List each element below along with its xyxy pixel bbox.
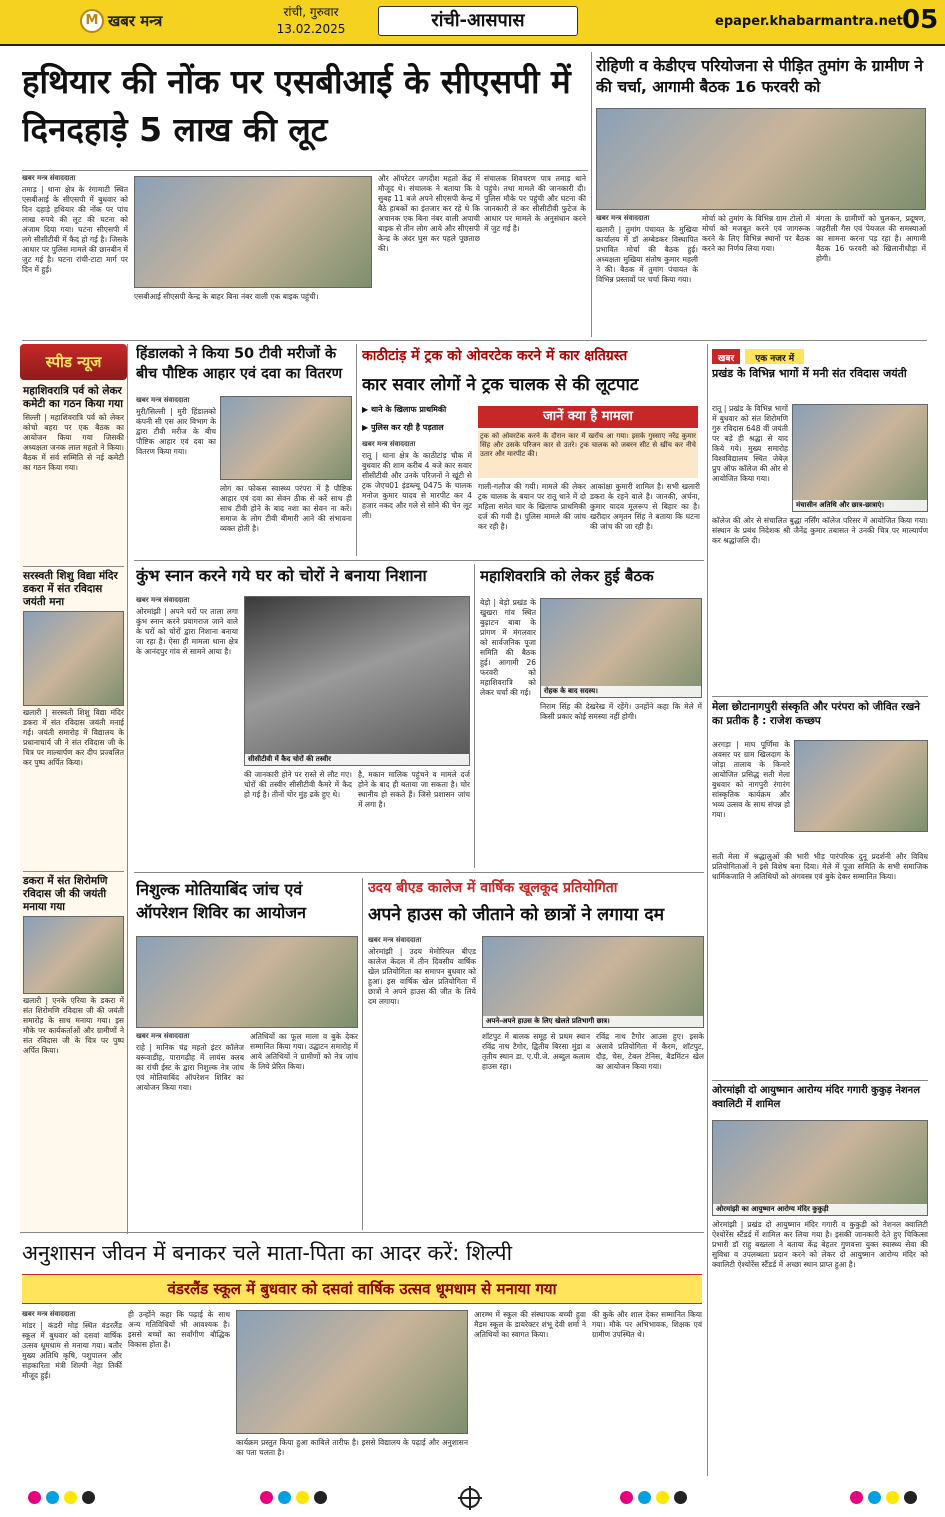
registration-dot — [46, 1491, 59, 1504]
main-story-headline-wrap — [22, 58, 587, 168]
truck-bullet-b-text: पुलिस कर रही है पड़ताल — [370, 423, 444, 432]
registration-dot — [314, 1491, 327, 1504]
kumbh-text-c: है, मकान मालिक पहुंचने व मामले दर्ज होने के बाद ही बताया जा सकता है। चोर स्थानीय हो सकते हैं। जिसे प्रशासन जांच में लगा है। — [358, 770, 470, 809]
registration-dot — [260, 1491, 273, 1504]
tumang-col3 — [816, 214, 926, 336]
bed-headline-a-wrap — [368, 878, 704, 900]
ek-nazar-t2b: सती मेला में श्रद्धालुओं की भारी भीड़ पारंपरिक दुनू प्रदर्शनी और विविध प्रतियोगिताओं ने इसे विशेष बना दिया। मेले में पूजा समिति के सभी समाजिक धार्मिकजाति ने अतिथियों को अंगवस्त्र एवं बुके देकर सम्मानित किया। — [712, 852, 928, 881]
ek-nazar-h1-wrap — [712, 366, 928, 402]
tumang-story-headline: रोहिणी व केडीएच परियोजना से पीड़ित तुमांग के ग्रामीण ने की चर्चा, आगामी बैठक 16 फरवरी को — [596, 57, 923, 96]
bed-dateline: खबर मन्त्र संवाददाता — [368, 936, 422, 944]
masthead — [0, 0, 945, 46]
truck-dateline: खबर मन्त्र संवाददाता — [362, 440, 416, 448]
discipline-col3 — [236, 1438, 468, 1478]
main-story-headline: हथियार की नोंक पर एसबीआई के सीएसपी में दिनदहाड़े 5 लाख की लूट — [22, 62, 571, 149]
truck-summary-box — [478, 430, 698, 478]
ek-nazar-t1b: कॉलेज की ओर से संचालित बुद्धा नर्सिंग कॉलेज परिसर में आयोजित किया गया। संस्थान के प्रबंध निदेशक श्री जैनेंद्र कुमार तबासत ने उनकी चित्र पर माल्यार्पण कर श्रद्धांजलि दी। — [712, 516, 928, 545]
hindalco-text-b: लोग का फोकस स्वास्थ्य परंपरा में है पौष्टिक आहार एवं दवा का सेवन ठीक से करें साथ ही साथ टीवी होने के बाद नशा का सेवन ना करें। समाज के लोग टीवी बीमारी आने की संभावना व्यक्त होती है। — [220, 484, 352, 533]
mahashivratri-photo-caption: रोहक के बाद सदस्य। — [541, 686, 701, 697]
discipline-text-d: आरम्भ में स्कूल की संस्थापक बच्ची हुवा मैडम स्कूल के डायरेक्टर शंभू देवी शर्मा ने अतिथियों का स्वागत किया। — [474, 1310, 586, 1339]
truck-summary: ट्रक को ओवरटेक करने के दौरान कार में खरोंच आ गया। इसके गुस्साए नरेंद्र कुमार सिंह और उसके परिजन कार से उतरे। ट्रक चालक को जबरन सीट से खींच कर नीचे उतार और मारपीट की। — [480, 432, 696, 458]
bed-photo — [482, 936, 704, 1028]
mahashivratri-headline: महाशिवरात्रि को लेकर हुई बैठक — [480, 567, 654, 585]
ek-nazar-t1: रातू | प्रखंड के विभिन्न भागों में बुधवार को संत शिरोमणि गुरु रविदास 648 वीं जयंती पर बड़े ही श्रद्धा से याद किये गये। मुख्य समारोह विश्वविद्यालय स्थित जेबेज़ प्रुप ऑफ कॉलेज की ओर से आयोजित किया गया। — [712, 404, 788, 483]
mahashivratri-photo — [540, 598, 702, 698]
mahashivratri-col1 — [480, 598, 536, 748]
main-photo-caption: एसबीआई सीएसपी केन्द्र के बाहर बिना नंबर वाली एक बाइक पहुंची। — [134, 292, 319, 301]
eye-camp-col1 — [136, 1032, 244, 1228]
truck-headline-b-wrap — [362, 372, 700, 402]
main-story-text-b: और ऑपरेटर जगदीश महतो केंद्र में मौजूद थे। संचालक ने बताया कि वे सुबह 11 बजे अपने सीएसपी केन्द्र में बैठे हाबकों का इंतजार कर रहे थे कि अचानक एक बिना नंबर वाली अपाची बाइक से तीन लोग आये और सीएसपी केन्द्र के अंदर घुस कर पहले पूछताछ की। — [378, 174, 480, 253]
eye-camp-photo — [136, 936, 358, 1028]
truck-col2 — [478, 482, 586, 556]
kumbh-headline: कुंभ स्नान करने गये घर को चोरों ने बनाया निशाना — [136, 566, 427, 585]
truck-text-b: गाली-गलौज की गयी। मामले की लेकर ट्रक चालक के बयान पर रातू थाने में दो महिला समेत चार के खिलाफ प्राथमिकी दर्ज की गयी है। पुलिस मामले की जांच कर रही है। — [478, 482, 586, 531]
speed-news-t1: सिल्ली | महाशिवरात्रि पर्व को लेकर कोचो बहरा पर एक बैठक का आयोजन किया गया जिसकी अध्यक्षता जनक लाल महतो ने किया। बैठक में सर्व सम्मिति से नई कमेटी का गठन किया गया। — [23, 413, 124, 472]
truck-bullet-a-text: थाने के खिलाफ प्राथमिकी — [370, 405, 447, 414]
website-link[interactable]: epaper.khabarmantra.net — [715, 14, 903, 29]
speed-news-h1: महाशिवरात्रि पर्व को लेकर कमेटी का गठन किया गया — [23, 385, 123, 410]
speed-news-h2: सरस्वती शिशु विद्या मंदिर डकरा में संत रविदास जयंती मना — [23, 570, 118, 608]
speed-news-photo1 — [23, 611, 124, 706]
eye-camp-headline-wrap — [136, 878, 358, 930]
ek-nazar-tag-a: खबर — [712, 349, 740, 364]
discipline-col2 — [128, 1310, 230, 1478]
ek-nazar-photo3 — [712, 1120, 928, 1216]
discipline-headline: अनुशासन जीवन में बनाकर चले माता-पिता का आदर करें: शिल्पी — [22, 1241, 513, 1265]
section-title: रांची-आसपास — [378, 6, 578, 36]
bed-col1 — [368, 936, 476, 1126]
kumbh-col1 — [136, 596, 238, 866]
truck-headline-a: काठीटांड़ में ट्रक को ओवरटेक करने में कार क्षतिग्रस्त — [362, 348, 628, 364]
main-story-text-c: संचालक शिवचरण पात्र तमाड़ थाने पहुंचे। तथा मामले की जानकारी दी। पुलिस मौके पर पहुंची और घटना की जानकारी ले कर सीसीटीवी फुटेज के आधार पर मामले के अनुसंधान करने में जुट गई है। — [484, 174, 586, 233]
hindalco-headline: हिंडालको ने किया 50 टीवी मरीजों के बीच पौष्टिक आहार एवं दवा का वितरण — [136, 346, 343, 382]
ek-nazar-t2: अरगड़ा | माघ पूर्णिमा के अवसर पर ग्राम खिलदाग के जोड़ा तालाब के किनारे आयोजित प्रसिद्ध सती मेला बुधवार को नागपुरी रंगारंग सांस्कृतिक कार्यक्रम और भव्य उत्सव के साथ संपन्न हो गया। — [712, 740, 790, 819]
issue-date-value: 13.02.2025 — [276, 22, 346, 36]
hindalco-headline-wrap — [136, 344, 350, 392]
main-story-photo — [134, 176, 372, 288]
speed-news-photo2 — [23, 916, 124, 994]
registration-dot — [620, 1491, 633, 1504]
ek-nazar-col1 — [712, 404, 788, 512]
truck-headline-b: कार सवार लोगों ने ट्रक चालक से की लूटपाट — [362, 375, 639, 395]
discipline-text-b: ही उन्होंने कहा कि पढ़ाई के साथ अन्य गतिविधियों भी आवश्यक है। इससे बच्चों का सर्वांगीण बौद्धिक विकास होता है। — [128, 1310, 230, 1349]
discipline-photo — [236, 1310, 468, 1434]
tumang-story-photo — [596, 108, 926, 210]
tumang-text-a: खलारी | तुमांग पंचायत के मुखिया कार्यालय में डॉ अम्बेडकर विस्थापित प्रभावित मोर्चा की बैठक हुई। अध्यक्षता मुखिया संतोष कुमार महली ने की। बैठक में तुमांग पंचायत के विभिन्न प्रस्तावों पर चर्चा किया गया। — [596, 225, 698, 284]
ek-nazar-h3: ओरमांझी दो आयुष्मान आरोग्य मंदिर गगारी कुकुड़ नेशनल क्वालिटी में शामिल — [712, 1085, 921, 1110]
mahashivratri-text-a: बेड़ो | बेड़ो प्रखंड के खुखरा गांव स्थित बुढ़ाटन बाबा के प्रांगण में मंगलवार को सार्वजनिक पूजा समिति की बैठक हुई। आगामी 26 फरवरी को महाशिवरात्रि को लेकर चर्चा की गई। — [480, 598, 536, 697]
mahashivratri-text-b: निराम सिंह की देखरेख में रहेंगे। उनहोंने कहा कि मेले में किसी प्रकार कोई समस्या नहीं होगी। — [540, 702, 702, 721]
ek-nazar-photo-caption1: मंचासीन अतिथि और छात्र-छात्राएं। — [793, 500, 927, 511]
eye-camp-col2 — [250, 1032, 358, 1228]
ek-nazar-photo1 — [792, 404, 928, 512]
eye-camp-text-b: अतिथियों का फूल माला व बुके देकर सम्मानित किया गया। उद्घाटन समारोह में आये अतिथियों ने ग्रामीणों को नेत्र जांच के लिये प्रेरित किया। — [250, 1032, 358, 1071]
tumang-col2 — [702, 214, 810, 336]
ek-nazar-tag-b: एक नजर में — [745, 349, 804, 364]
discipline-col1 — [22, 1310, 122, 1478]
bed-text-a: ओरमांझी | उदय मेमोरियल बीएड कालेज केदल में तीन दिवसीय वार्षिक खेल प्रतियोगिता का समापन बुधवार को हुआ। इस वार्षिक खेल प्रतियोगिता में छात्रों ने अपने हाउस की जीत के लिये दम लगाया। — [368, 947, 476, 1006]
truck-col1 — [362, 440, 472, 556]
discipline-subhead-band — [22, 1274, 702, 1304]
registration-dot — [674, 1491, 687, 1504]
speed-news-title: स्पीड न्यूज — [20, 344, 127, 380]
bed-text-c: रविंद्र नाथ टैगोर आउस हुए। इसके अलावे प्रतियोगिता में कैरम, शॉटपुट, दौड़, चेस, टेबल टेनिस, बैडमिंटन खेल का आयोजन किया गया। — [596, 1032, 704, 1071]
bed-col2 — [482, 1032, 590, 1228]
kumbh-col3 — [358, 770, 470, 866]
kumbh-photo-caption: सीसीटीवी में कैद चोरों की तस्वीर — [245, 754, 469, 765]
mahashivratri-col2 — [540, 702, 702, 866]
tumang-col1 — [596, 214, 698, 336]
bed-text-b: शॉटपुट में बालक समूह से प्रथम स्थान रविंद्र नाथ टैगोर, द्वितीय बिरसा मुंडा व तृतीय स्थान डा. ए.पी.जे. अब्दुल कलाम हाउस रहा। — [482, 1032, 590, 1071]
tumang-text-c: बंगला के ग्रामीणों को चुलकन, प्रदूषण, जहरीली गैस एवं पेयजल की समस्याओं का सामना करना पड़ रहा है। आगामी बैठक 16 फरवरी को खिलानीधौड़ा में होगी। — [816, 214, 926, 263]
registration-dot — [64, 1491, 77, 1504]
truck-headline-a-wrap — [362, 346, 700, 370]
kumbh-text-b: की जानकारी होने पर रास्ते से लौट गए। चोरों की तस्वीर सीसीटीवी कैमरे में कैद हो गई है। तीनों चोर मुंह ढके हुए थे। — [244, 770, 352, 799]
main-story-text-a: तमाड़ | थाना क्षेत्र के रंगामाटी स्थित एसबीआई के सीएसपी में बुधवार को दिन दहाड़े हथियार की नोंक पर पांच लाख रुपये की लूट की घटना को अंजाम दिया गया। घटना सीएसपी में लगे सीसीटीवी में कैद हो गई है। जिसके आधार पर पुलिस मामले की छानबीन में जुट गई है। घटना रांची-टाटा मार्ग पर दिन में हुई। — [22, 185, 128, 274]
ek-nazar-h3-wrap — [712, 1084, 928, 1118]
eye-camp-dateline: खबर मन्त्र संवाददाता — [136, 1032, 190, 1040]
issue-date — [265, 4, 357, 38]
crosshair-icon — [460, 1488, 480, 1508]
registration-dot — [886, 1491, 899, 1504]
registration-dot — [868, 1491, 881, 1504]
kumbh-text-a: ओरमांझी | अपने घरों पर ताला लगा कुंभ स्नान करने प्रयागराज जाने वाले के घरों को चोरों द्वारा निशाना बनाया जा रहा है। ऐसा ही मामला थाना क्षेत्र के आनंदपुर गांव से सामने आया है। — [136, 607, 238, 656]
ek-nazar-t3: ओरमांझी | प्रखंड दो आयुष्मान मंदिर गगारी व कुकुड़ी को नेशनल क्वालिटी ऐश्योरेंस स्टैंडर्ड में शामिल कर लिया गया है। इसकी जानकारी देते हुए चिकित्सा प्रभारी डॉ राहु बख्तला ने बताया केंद्र बेहतर गुणवत्ता युक्त स्वास्थ्य सेवा की सुविधा व उपलब्धता प्रदान करने को लेकर दो आयुष्मान आरोग्य मंदिर को क्वालिटी ऐश्योरेंस स्टैंडर्ड में अच्छा स्थान प्राप्त हुआ है। — [712, 1220, 928, 1269]
registration-dot — [28, 1491, 41, 1504]
kumbh-headline-wrap — [136, 564, 476, 592]
hindalco-photo — [220, 396, 352, 480]
speed-news-t2: खलारी | सरस्वती शिशु विद्या मंदिर डकरा में संत रविदास जयंती मनाई गई। जयंती समारोह में विद्यालय के प्रधानाचार्य जी ने संत रविदास जी के चित्र पर माल्यार्पण कर दीप प्रज्वलित कर पुष्प अर्पित किया। — [23, 708, 124, 767]
main-dateline: खबर मन्त्र संवाददाता — [22, 174, 76, 182]
discipline-col5 — [592, 1310, 702, 1478]
tumang-dateline: खबर मन्त्र संवाददाता — [596, 214, 650, 222]
ek-nazar-col1b — [712, 516, 928, 692]
registration-dot — [296, 1491, 309, 1504]
bed-photo-caption: अपने-अपने हाउस के लिए खेलते प्रतिभागी छात्र। — [483, 1016, 703, 1027]
hindalco-text-a: मुरी/सिल्ली | मुरी हिंडालको कंपनी सी एस आर विभाग के द्वारा टीवी मरीज के बीच पौष्टिक आहार एवं दवा का वितरण किया गया। — [136, 407, 216, 456]
truck-bullet-b: ▶ पुलिस कर रही है पड़ताल — [362, 423, 444, 432]
bed-headline-a: उदय बीएड कालेज में वार्षिक खूलकूद प्रतियोगिता — [368, 880, 618, 896]
discipline-text-c: कार्यक्रम प्रस्तुत किया हुआ काबिले तारीफ है। इससे विद्यालय के पढ़ाई और अनुशासन का पता चलता है। — [236, 1438, 468, 1457]
tumang-text-b: मोर्चा को तुमांग के विभिन्न ग्राम टोलो में मोर्चा को मजबूत करने एवं जागरूक करने के लिए विभिन्न स्थानों पर बैठक करने का निर्णय लिया गया। — [702, 214, 810, 253]
mahashivratri-headline-wrap — [480, 566, 702, 594]
registration-dot — [656, 1491, 669, 1504]
brand-logo: M — [80, 9, 104, 33]
eye-camp-text-a: राहे | मानिक चंद्र महतो इंटर कॉलेज बरूवाडीह, पारागढ़ीह में लायंस क्लब का रांची ईस्ट के द्वारा निशुल्क नेत्र जांच एवं मोतियाबिंद ऑपरेशन शिविर का आयोजन किया गया। — [136, 1043, 244, 1092]
color-registration-footer — [0, 1482, 945, 1517]
ek-nazar-photo-caption3: ओरमांझी का आयुष्मान आरोग्य मंदिर कुकुड़ी — [713, 1204, 927, 1215]
ek-nazar-h2: मेला छोटानागपुरी संस्कृति और परंपरा को जीवित रखने का प्रतीक है : राजेश कच्छप — [712, 701, 921, 727]
discipline-subhead: वंडरलैंड स्कूल में बुधवार को दसवां वार्षिक उत्सव धूमधाम से मनाया गया — [167, 1280, 557, 1298]
ek-nazar-h1: प्रखंड के विभिन्न भागों में मनी संत रविदास जयंती — [712, 367, 907, 380]
issue-city: रांची, गुरुवार — [283, 5, 339, 19]
eye-camp-headline: निशुल्क मोतियाबिंद जांच एवं ऑपरेशन शिविर का आयोजन — [136, 880, 307, 922]
kumbh-dateline: खबर मन्त्र संवाददाता — [136, 596, 190, 604]
hindalco-col1 — [136, 396, 216, 556]
bed-headline-b: अपने हाउस को जीताने को छात्रों ने लगाया दम — [368, 905, 665, 925]
truck-banner: जानें क्या है मामला — [478, 406, 698, 428]
ek-nazar-col2 — [712, 740, 790, 848]
speed-news-t3: खलारी | एनके एरिया के डकरा में संत शिरोमणि रविदास जी की जयंती समारोह के साथ मनाया गया। इस मौके पर कार्यकर्ताओं और ग्रामीणों ने संत रविदास जी के चित्र पर पुष्प अर्पित किया। — [23, 996, 124, 1055]
brand-name: खबर मन्त्र — [108, 12, 163, 30]
kumbh-col2 — [244, 770, 352, 866]
main-story-col4 — [484, 174, 586, 334]
speed-news-h3: डकरा में संत शिरोमणि रविदास जी की जयंती मनाया गया — [23, 875, 108, 913]
truck-text-c: आकांक्षा कुमारी शामिल है। सभी खलारी डकरा के रहने वाले है। जानकी, अर्चना, कुमार यादव मूलरूप से बिहार का है। खरीदार अमृतन सिंह ने बताया कि घटना की जांच की जा रही है। — [590, 482, 700, 531]
ek-nazar-col2b — [712, 852, 928, 1076]
bed-headline-b-wrap — [368, 902, 704, 932]
main-story-col3 — [378, 174, 480, 334]
ek-nazar-photo2 — [794, 740, 928, 832]
kumbh-cctv-photo — [244, 596, 470, 766]
bed-col3 — [596, 1032, 704, 1228]
tumang-story-headline-wrap — [596, 56, 926, 104]
main-story-col1 — [22, 174, 128, 334]
discipline-text-e: की कुके और शाल देकर सम्मानित किया गया। मौके पर अभिभावक, शिक्षक एवं ग्रामीण उपस्थित थे। — [592, 1310, 702, 1339]
registration-dot — [904, 1491, 917, 1504]
ek-nazar-h2-wrap — [712, 700, 928, 736]
registration-dot — [82, 1491, 95, 1504]
ek-nazar-tag — [712, 346, 928, 364]
discipline-headline-wrap — [22, 1236, 702, 1272]
main-story-col2 — [134, 292, 372, 336]
discipline-dateline: खबर मन्त्र संवाददाता — [22, 1310, 76, 1318]
discipline-text-a: मांडर | कंडरी मोड़ स्थित वंडरलैंड स्कूल में बुधवार को दसवां वार्षिक उत्सव धूमधाम से मनाया गया। बतौर मुख्य अतिथि कृषि, पशुपालन और सहकारिता मंत्री शिल्पी नेहा तिर्की मौजूद हुईं। — [22, 1321, 122, 1380]
truck-bullet-a: ▶ थाने के खिलाफ प्राथमिकी — [362, 405, 447, 414]
discipline-col4 — [474, 1310, 586, 1478]
ek-nazar-col3 — [712, 1220, 928, 1476]
truck-col3 — [590, 482, 700, 556]
truck-text-a: रातू | थाना क्षेत्र के काठीटांड़ चौक में बुधवार की शाम करीब 4 बजे कार सवार सीसीटीवी और उनके परिजनों ने खूंटी से ट्रक जेएच01 इंडब्ल्यू 0475 के चालक मनोज कुमार यादव से मारपीट कर 4 हजार नकद और गले से सोने की चेन लूट ली। — [362, 451, 472, 520]
hindalco-dateline: खबर मन्त्र संवाददाता — [136, 396, 190, 404]
registration-dot — [850, 1491, 863, 1504]
registration-dot — [638, 1491, 651, 1504]
page-number: 05 — [902, 5, 939, 35]
hindalco-col2 — [220, 484, 352, 556]
registration-dot — [278, 1491, 291, 1504]
speed-news-column — [20, 344, 128, 1234]
